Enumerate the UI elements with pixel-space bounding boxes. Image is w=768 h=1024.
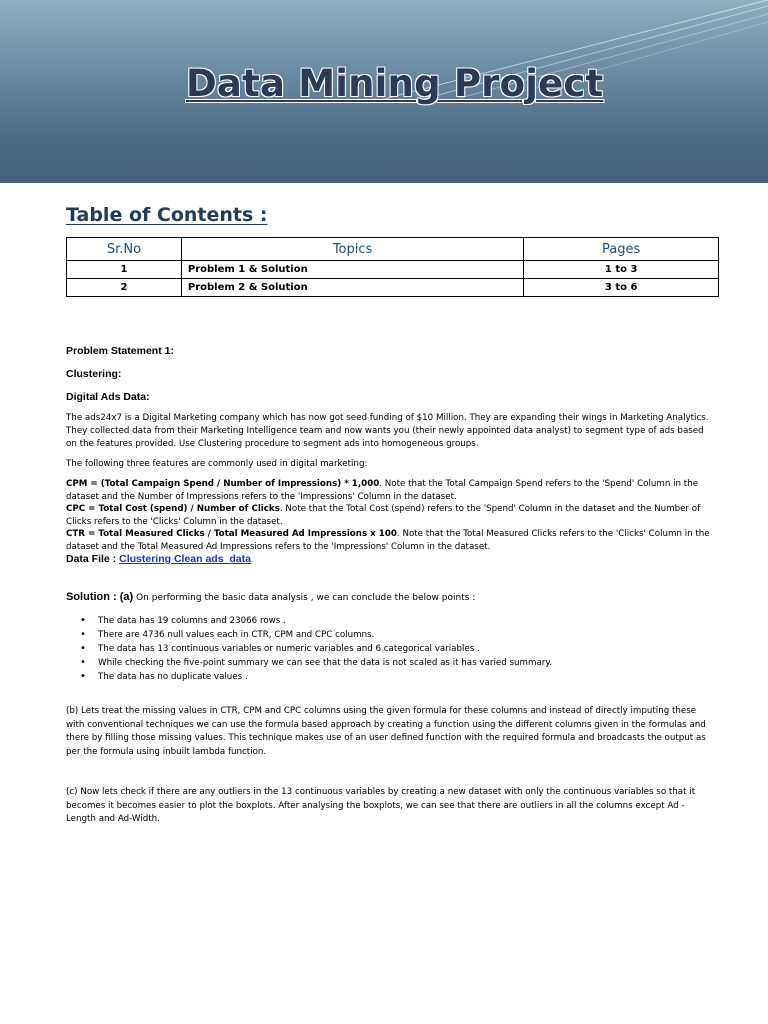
toc-heading: Table of Contents : — [66, 204, 268, 226]
dataset-label: Digital Ads Data: — [66, 391, 150, 403]
list-item: • The data has 19 columns and 23066 rows . — [80, 614, 552, 628]
toc-cell-sr: 1 — [67, 261, 182, 279]
intro-paragraph: The ads24x7 is a Digital Marketing company which has now got seed funding of $10 Million. They are expanding their wings in Marketing Analytics. They collected data from their Marketing Intelligence team and now wants you (their newly appointed data analyst) to segment type of ads based on the features provided. Use Clustering procedure to segment ads into homogeneous groups. — [66, 413, 709, 449]
cpm-note: . Note that the Total Campaign Spend refers to the 'Spend' Column in the dataset and the Number of Impressions refers to the 'Impressions' Column in the dataset. — [66, 479, 699, 502]
data-file-link[interactable]: Clustering Clean ads_data — [119, 553, 251, 565]
ctr-definition — [66, 528, 712, 554]
header-banner — [0, 0, 768, 183]
data-file-label: Data File : — [66, 553, 120, 565]
toc-table — [66, 237, 719, 297]
toc-cell-topic: Problem 1 & Solution — [181, 261, 523, 279]
ctr-formula: CTR = Total Measured Clicks / Total Measured Ad Impressions x 100 — [66, 529, 397, 539]
toc-cell-pages: 3 to 6 — [524, 279, 719, 297]
toc-cell-sr: 2 — [67, 279, 182, 297]
cpm-formula: CPM = (Total Campaign Spend / Number of Impressions) * 1,000 — [66, 479, 380, 489]
solution-b-paragraph: (b) Lets treat the missing values in CTR, CPM and CPC columns using the given formula for these columns and instead of directly imputing these with conventional techniques we can use the formula based approach by creating a function using the different columns given in the formulas and there by filling those missing values. This technique makes use of an user defined function with the required formula and broadcasts the output as per the formula using inbuilt lambda function. — [66, 706, 706, 757]
table-row — [67, 279, 719, 297]
list-item: • The data has 13 continuous variables or numeric variables and 6 categorical variables . — [80, 642, 552, 656]
toc-col-srno: Sr.No — [67, 238, 182, 261]
document-title: Data Mining Project — [186, 62, 604, 105]
list-item: • The data has no duplicate values . — [80, 670, 552, 684]
cpc-formula: CPC = Total Cost (spend) / Number of Clicks — [66, 504, 280, 514]
toc-header-row — [67, 238, 719, 261]
table-row — [67, 261, 719, 279]
cpc-definition — [66, 503, 712, 529]
list-item: • While checking the five-point summary we can see that the data is not scaled as it has varied summary. — [80, 656, 552, 670]
problem-statement-label: Problem Statement 1: — [66, 345, 174, 357]
data-file-line — [66, 553, 712, 565]
cpm-definition — [66, 478, 712, 504]
toc-col-topics: Topics — [181, 238, 523, 261]
solution-c-paragraph: (c) Now lets check if there are any outliers in the 13 continuous variables by creating a new dataset with only the continuous variables so that it becomes it becomes easier to plot the boxplots. After analysing the boxplots, we can see that there are outliers in all the columns except Ad -Length and Ad-Width. — [66, 787, 696, 824]
clustering-label: Clustering: — [66, 368, 122, 380]
toc-cell-pages: 1 to 3 — [524, 261, 719, 279]
solution-intro: On performing the basic data analysis , we can conclude the below points : — [133, 593, 476, 603]
features-intro: The following three features are commonly used in digital marketing: — [66, 459, 368, 469]
solution-label: Solution : (a) — [66, 591, 134, 603]
list-item: • There are 4736 null values each in CTR, CPM and CPC columns. — [80, 628, 552, 642]
toc-cell-topic: Problem 2 & Solution — [181, 279, 523, 297]
cpc-note: . Note that the Total Cost (spend) refers to the 'Spend' Column in the dataset and the Number of Clicks refers to the 'Clicks' Column in the dataset. — [66, 504, 701, 527]
toc-col-pages: Pages — [524, 238, 719, 261]
solution-points — [80, 614, 552, 684]
ctr-note: . Note that the Total Measured Clicks refers to the 'Clicks' Column in the dataset and the Total Measured Ad Impressions refers to the 'Impressions' Column in the dataset. — [66, 529, 710, 552]
solution-line — [66, 591, 712, 603]
